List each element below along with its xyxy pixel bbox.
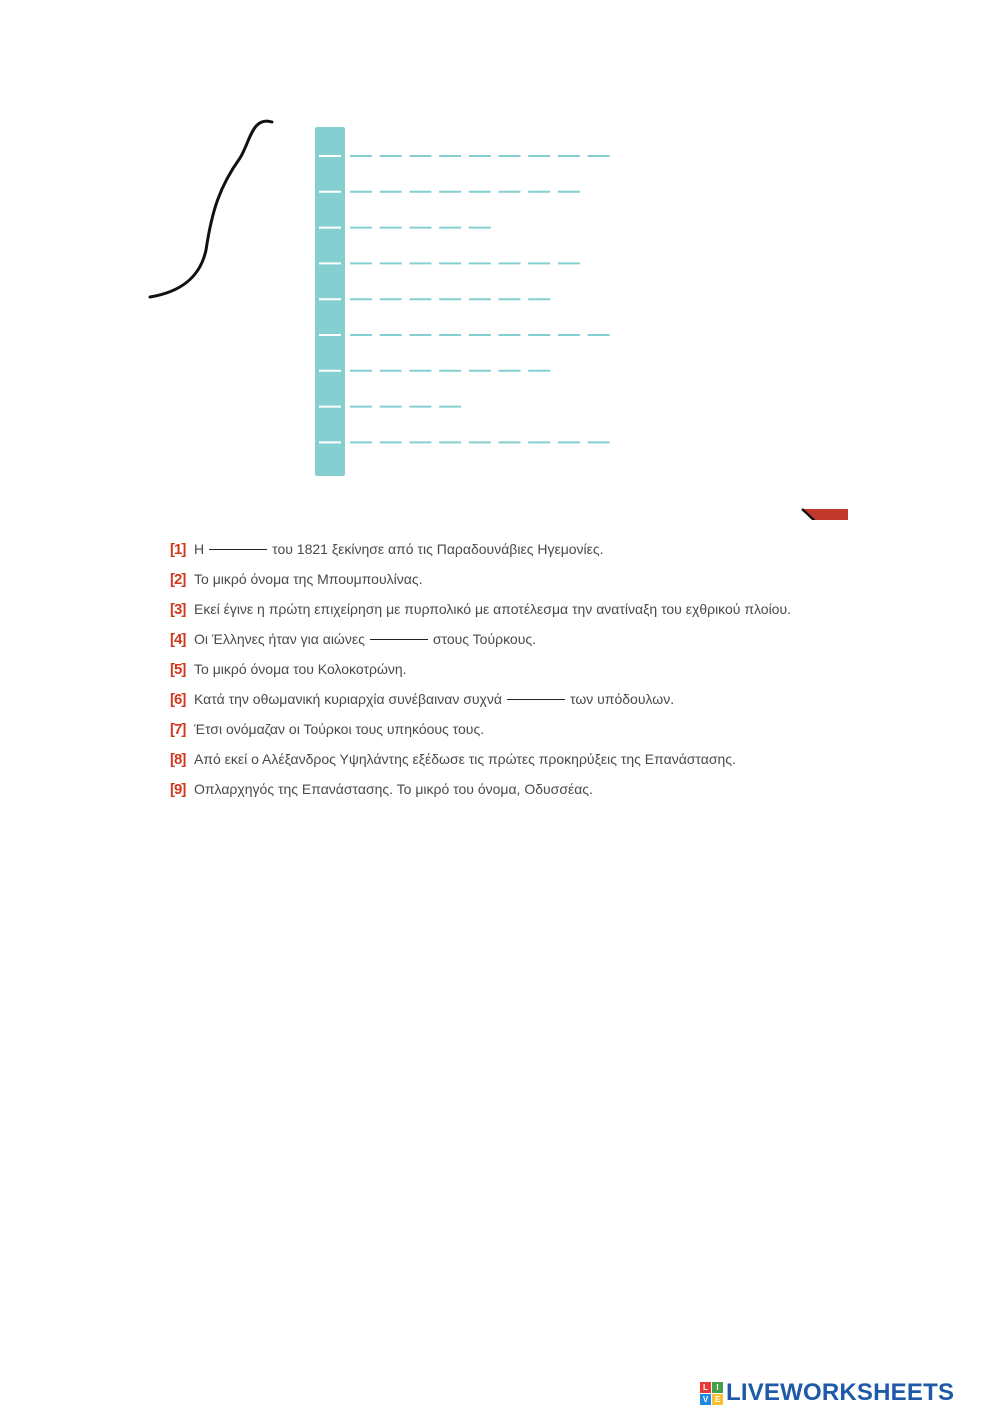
clue-text: Το μικρό όνομα της Μπουμπουλίνας. (194, 571, 423, 587)
clue-number: [ 1 ] (170, 541, 194, 558)
logo-mark-letter: V (700, 1394, 711, 1405)
clue-number: [ 2 ] (170, 571, 194, 588)
clue-text: Έτσι ονόμαζαν οι Τούρκοι τους υπηκόους τους. (194, 721, 485, 737)
clue-number: [ 6 ] (170, 691, 194, 708)
clue-text: Οι Έλληνες ήταν για αιώνες (194, 631, 365, 647)
fill-in-blank (507, 698, 565, 700)
clue-item (170, 564, 791, 594)
clue-text-after-blank: των υπόδουλων. (569, 691, 675, 707)
clue-item (170, 684, 791, 714)
clue-number: [ 4 ] (170, 631, 194, 648)
fill-in-blank (209, 548, 267, 550)
clue-text: Το μικρό όνομα του Κολοκοτρώνη. (194, 661, 407, 677)
clue-number: [ 8 ] (170, 751, 194, 768)
clue-item (170, 714, 791, 744)
clue-text-after-blank: στους Τούρκους. (432, 631, 536, 647)
clue-item (170, 534, 791, 564)
clue-item (170, 594, 791, 624)
logo-mark-letter: E (712, 1394, 723, 1405)
logo-mark-letter: I (712, 1382, 723, 1393)
liveworksheets-logo[interactable] (700, 1378, 954, 1408)
curved-line-decoration (150, 121, 272, 297)
clue-number: [ 7 ] (170, 721, 194, 738)
clue-item (170, 654, 791, 684)
clue-text-after-blank: του 1821 ξεκίνησε από τις Παραδουνάβιες Ηγεμονίες. (272, 541, 604, 557)
vertical-answer-column (315, 127, 345, 476)
puzzle-rows (319, 156, 610, 442)
logo-mark-letter: L (700, 1382, 711, 1393)
fill-in-blank (370, 638, 428, 640)
logo-text: LIVEWORKSHEETS (726, 1379, 955, 1406)
crossword-puzzle (0, 0, 1000, 520)
clue-item (170, 744, 791, 774)
clue-number: [ 9 ] (170, 781, 194, 798)
clue-list (170, 534, 791, 804)
clue-number: [ 3 ] (170, 601, 194, 618)
clue-item (170, 624, 791, 654)
clue-text: Κατά την οθωμανική κυριαρχία συνέβαιναν συχνά (194, 691, 502, 707)
clue-item (170, 774, 791, 804)
clue-text: Οπλαρχηγός της Επανάστασης. Το μικρό του όνομα, Οδυσσέας. (194, 781, 593, 797)
liveworksheets-logo-mark-icon (700, 1382, 723, 1405)
clue-text: Από εκεί ο Αλέξανδρος Υψηλάντης εξέδωσε τις πρώτες προκηρύξεις της Επανάστασης. (194, 751, 736, 767)
clue-text: Εκεί έγινε η πρώτη επιχείρηση με πυρπολικό με αποτέλεσμα την ανατίναξη του εχθρικού πλοίου. (194, 601, 792, 617)
clue-text: Η (194, 541, 205, 557)
clue-number: [ 5 ] (170, 661, 194, 678)
